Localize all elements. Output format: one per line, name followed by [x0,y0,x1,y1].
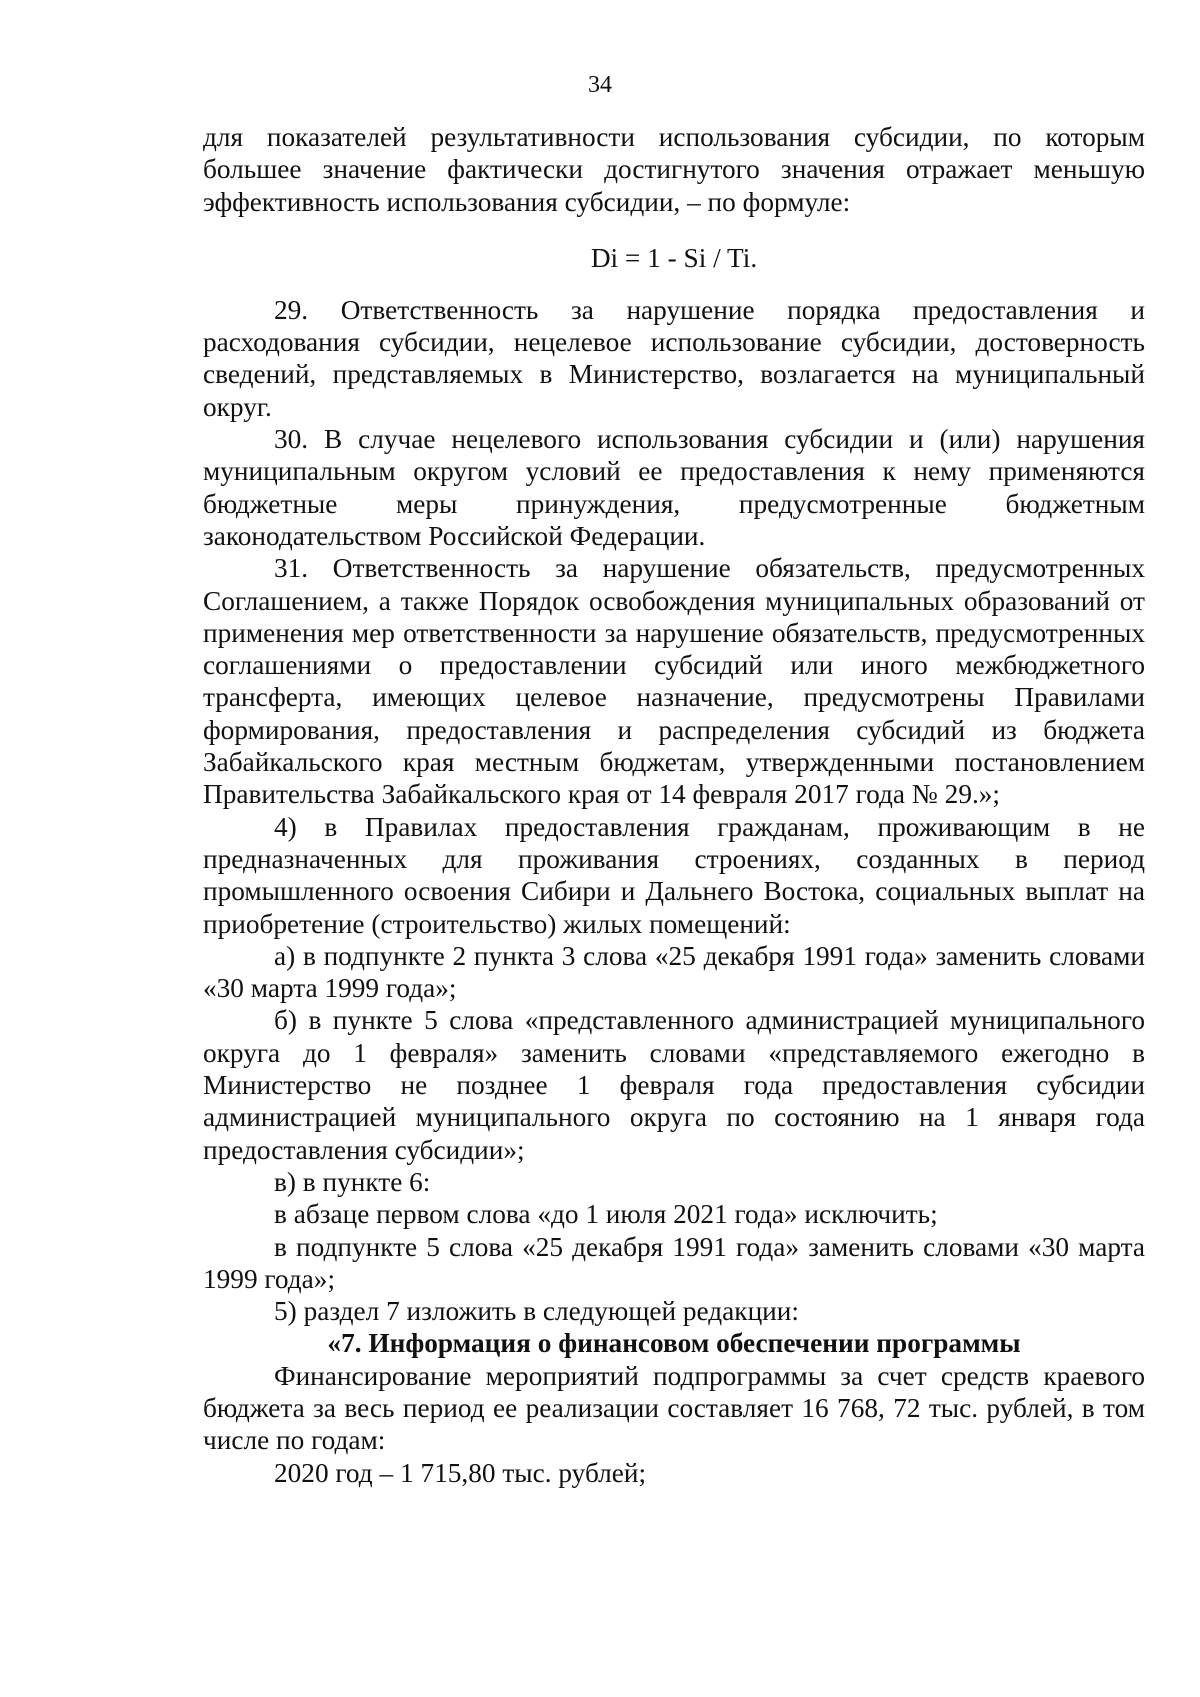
page-number: 34 [588,72,612,98]
paragraph-intro: для показателей результативности использования субсидии, по которым большее значение фактически достигнутого значения отражает меньшую эффективность использования субсидии, – по формуле: [203,122,1145,217]
section-heading: «7. Информация о финансовом обеспечении программы [327,1328,1021,1359]
paragraph-amendment-4b: б) в пункте 5 слова «представленного администрацией муниципального округа до 1 февраля» заменить словами «представляемого ежегодно в Министерство не позднее 1 февраля года предоставления субсидии администрацией муниципального округа по состоянию на 1 января года предоставления субсидии»; [203,1005,1145,1165]
paragraph-amendment-4v-1: в абзаце первом слова «до 1 июля 2021 года» исключить; [274,1199,938,1230]
paragraph-amendment-5: 5) раздел 7 изложить в следующей редакции: [274,1296,799,1327]
paragraph-financing: Финансирование мероприятий подпрограммы за счет средств краевого бюджета за весь период ее реализации составляет 16 768, 72 тыс. рублей, в том числе по годам: [203,1360,1145,1456]
paragraph-amendment-4: 4) в Правилах предоставления гражданам, проживающим в не предназначенных для проживания строениях, созданных в период промышленного освоения Сибири и Дальнего Востока, социальных выплат на приобретение (строительство) жилых помещений: [203,811,1145,939]
paragraph-amendment-4a: а) в подпункте 2 пункта 3 слова «25 декабря 1991 года» заменить словами «30 марта 1999 года»; [203,940,1145,1004]
paragraph-item-30: 30. В случае нецелевого использования субсидии и (или) нарушения муниципальным округом условий ее предоставления к нему применяются бюджетные меры принуждения, предусмотренные бюджетным законодательством Российской Федерации. [203,424,1145,551]
paragraph-amendment-4v: в) в пункте 6: [274,1166,431,1197]
paragraph-year-2020: 2020 год – 1 715,80 тыс. рублей; [274,1457,647,1488]
formula: Di = 1 - Si / Ti. [590,242,758,273]
paragraph-amendment-4v-2: в подпункте 5 слова «25 декабря 1991 года» заменить словами «30 марта 1999 года»; [203,1231,1145,1294]
paragraph-item-29: 29. Ответственность за нарушение порядка предоставления и расходования субсидии, нецелевое использование субсидии, достоверность сведений, представляемых в Министерство, возлагается на муниципальный округ. [203,294,1145,422]
paragraph-item-31: 31. Ответственность за нарушение обязательств, предусмотренных Соглашением, а также Порядок освобождения муниципальных образований от применения мер ответственности за нарушение обязательств, предусмотренных соглашениями о предоставлении субсидий или иного межбюджетного трансферта, имеющих целевое назначение, предусмотрены Правилами формирования, предоставления и распределения субсидий из бюджета Забайкальского края местным бюджетам, утвержденными постановлением Правительства Забайкальского края от 14 февраля 2017 года № 29.»; [203,553,1145,810]
document-body [203,121,1145,1489]
